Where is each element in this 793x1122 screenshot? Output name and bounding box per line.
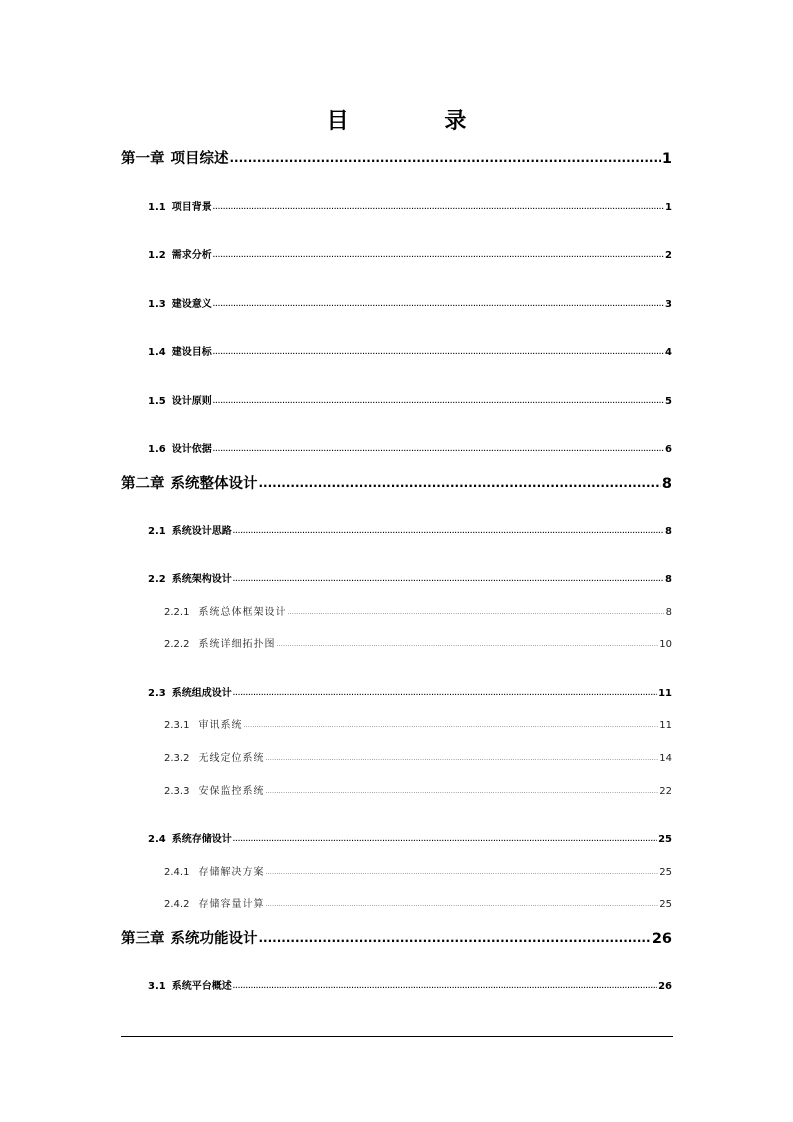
toc-entry-1-3[interactable] [148, 295, 672, 310]
toc-entry-page: 26 [651, 931, 672, 947]
toc-entry-text: 系统组成设计 [171, 688, 232, 699]
toc-entry-text: 审讯系统 [198, 720, 243, 731]
toc-entry-page: 8 [665, 574, 672, 585]
dot-leader [265, 865, 658, 875]
toc-entry-number: 第一章 [121, 151, 165, 167]
toc-entry-1-6[interactable] [148, 440, 672, 455]
dot-leader [233, 686, 657, 696]
dot-leader [276, 637, 658, 647]
toc-entry-number: 1.3 [148, 299, 166, 310]
dot-leader [213, 442, 664, 452]
toc-entry-number: 第二章 [121, 476, 165, 492]
toc-entry-number: 1.4 [148, 347, 166, 358]
dot-leader [265, 751, 658, 761]
toc-entry-page: 14 [659, 753, 672, 764]
toc-entry-1-1[interactable] [148, 198, 672, 213]
toc-entry-page: 22 [659, 786, 672, 797]
toc-entry-text: 系统设计思路 [171, 526, 232, 537]
toc-entry-text: 系统整体设计 [170, 476, 258, 492]
toc-entry-text: 存储容量计算 [198, 899, 265, 910]
toc-entry-text: 需求分析 [171, 250, 212, 261]
toc-entry-page: 25 [658, 834, 672, 845]
toc-entry-2-3-1[interactable] [164, 716, 672, 731]
toc-entry-text: 存储解决方案 [198, 867, 265, 878]
toc-entry-page: 3 [665, 299, 672, 310]
toc-entry-2-3-2[interactable] [164, 749, 672, 764]
toc-entry-number: 2.3.3 [164, 786, 190, 797]
toc-entry-page: 8 [665, 607, 672, 618]
toc-title: 目 录 [326, 109, 511, 134]
toc-entry-number: 2.3.2 [164, 753, 190, 764]
toc-entry-text: 系统总体框架设计 [198, 607, 287, 618]
dot-leader [213, 248, 664, 258]
toc-entry-page: 5 [665, 396, 672, 407]
toc-entry-2-2[interactable] [148, 570, 672, 585]
toc-entry-text: 项目综述 [170, 151, 229, 167]
dot-leader [287, 605, 664, 615]
toc-entry-chapter-1[interactable] [121, 147, 672, 168]
toc-entry-number: 1.6 [148, 444, 166, 455]
dot-leader [265, 897, 658, 907]
toc-entry-chapter-3[interactable] [121, 927, 672, 948]
toc-entry-page: 1 [665, 202, 672, 213]
toc-entry-page: 1 [661, 151, 672, 167]
toc-entry-text: 设计原则 [171, 396, 212, 407]
toc-entry-text: 系统详细拓扑图 [198, 639, 276, 650]
toc-entry-2-2-1[interactable] [164, 603, 672, 618]
toc-entry-text: 建设意义 [171, 299, 212, 310]
toc-entry-number: 1.5 [148, 396, 166, 407]
toc-entry-text: 项目背景 [171, 202, 212, 213]
toc-entry-text: 设计依据 [171, 444, 212, 455]
toc-entry-number: 2.4 [148, 834, 166, 845]
dot-leader [213, 345, 664, 355]
toc-entry-page: 2 [665, 250, 672, 261]
toc-entry-text: 系统功能设计 [170, 931, 258, 947]
toc-entry-1-2[interactable] [148, 246, 672, 261]
toc-entry-page: 6 [665, 444, 672, 455]
toc-entry-text: 系统存储设计 [171, 834, 232, 845]
dot-leader [233, 524, 664, 534]
dot-leader [230, 149, 661, 164]
toc-entry-number: 3.1 [148, 981, 166, 992]
dot-leader [259, 474, 661, 489]
toc-entry-page: 26 [658, 981, 672, 992]
toc-entry-number: 2.3 [148, 688, 166, 699]
toc-entry-number: 1.1 [148, 202, 166, 213]
toc-entry-2-3-3[interactable] [164, 782, 672, 797]
dot-leader [259, 929, 651, 944]
toc-entry-number: 2.2.2 [164, 639, 190, 650]
toc-entry-page: 11 [658, 688, 672, 699]
toc-entry-number: 2.1 [148, 526, 166, 537]
toc-entry-page: 10 [659, 639, 672, 650]
toc-entry-text: 建设目标 [171, 347, 212, 358]
toc-entry-number: 2.4.2 [164, 899, 190, 910]
toc-entry-number: 第三章 [121, 931, 165, 947]
dot-leader [233, 572, 664, 582]
toc-entry-text: 无线定位系统 [198, 753, 265, 764]
dot-leader [213, 297, 664, 307]
toc-entry-2-1[interactable] [148, 522, 672, 537]
toc-entry-number: 2.3.1 [164, 720, 190, 731]
toc-entry-text: 安保监控系统 [198, 786, 265, 797]
toc-entry-number: 2.2.1 [164, 607, 190, 618]
dot-leader [233, 832, 657, 842]
dot-leader [233, 979, 657, 989]
toc-entry-number: 2.4.1 [164, 867, 190, 878]
dot-leader [213, 394, 664, 404]
toc-entry-2-4-2[interactable] [164, 895, 672, 910]
toc-entry-page: 11 [659, 720, 672, 731]
toc-entry-page: 4 [665, 347, 672, 358]
toc-entry-text: 系统平台概述 [171, 981, 232, 992]
toc-entry-2-3[interactable] [148, 684, 672, 699]
toc-entry-1-5[interactable] [148, 392, 672, 407]
toc-entry-number: 2.2 [148, 574, 166, 585]
toc-entry-2-2-2[interactable] [164, 635, 672, 650]
toc-entry-2-4[interactable] [148, 830, 672, 845]
toc-entry-page: 8 [661, 476, 672, 492]
dot-leader [213, 200, 664, 210]
toc-entry-3-1[interactable] [148, 977, 672, 992]
toc-entry-page: 25 [659, 867, 672, 878]
toc-entry-chapter-2[interactable] [121, 472, 672, 493]
dot-leader [265, 784, 658, 794]
footer-rule [121, 1036, 673, 1037]
toc-entry-number: 1.2 [148, 250, 166, 261]
dot-leader [243, 718, 658, 728]
toc-entry-page: 8 [665, 526, 672, 537]
toc-entry-1-4[interactable] [148, 343, 672, 358]
toc-entry-text: 系统架构设计 [171, 574, 232, 585]
toc-entry-page: 25 [659, 899, 672, 910]
toc-entry-2-4-1[interactable] [164, 863, 672, 878]
